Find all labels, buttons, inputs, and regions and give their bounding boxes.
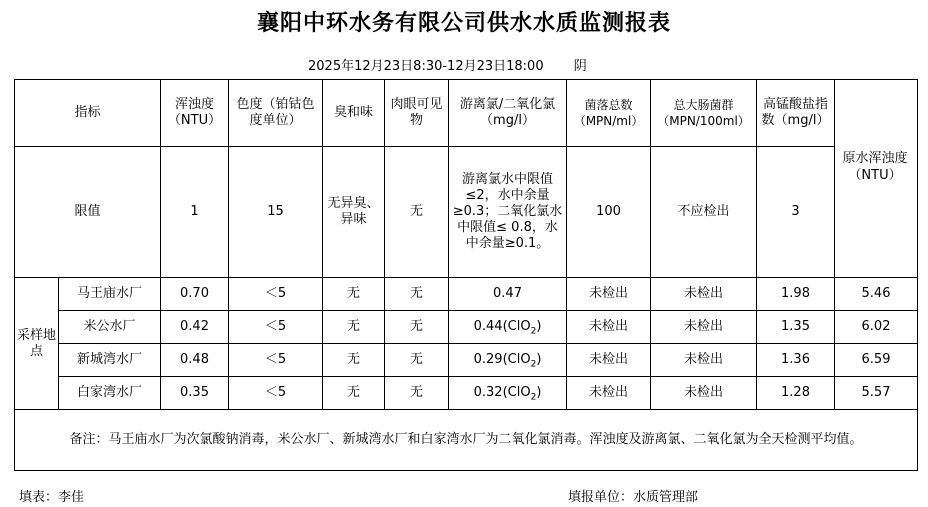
site-colony: 未检出	[567, 377, 651, 410]
limit-chlorine: 游离氯水中限值 ≤2，水中余量≥0.3；二氧化氯水中限值≤ 0.8，水中余量≥0.1。	[449, 147, 567, 278]
site-colony: 未检出	[567, 344, 651, 377]
site-coliform: 未检出	[651, 344, 757, 377]
weather: 阴	[573, 59, 587, 74]
report-time: 2025年12月23日8:30-12月23日18:00	[308, 59, 544, 74]
header-permanganate: 高锰酸盐指数（mg/l）	[757, 80, 835, 147]
site-turbidity: 0.70	[161, 278, 229, 311]
site-turbidity: 0.42	[161, 311, 229, 344]
site-coliform: 未检出	[651, 377, 757, 410]
chlorine-suffix: (ClO$_2$)	[502, 352, 542, 370]
site-chlorine	[449, 344, 567, 377]
chlorine-value: 0.29	[473, 352, 503, 367]
header-colony: 菌落总数（MPN/ml）	[567, 80, 651, 147]
site-permanganate: 1.98	[757, 278, 835, 311]
header-color: 色度（铂钴色度单位）	[229, 80, 323, 147]
site-chlorine	[449, 278, 567, 311]
limit-turbidity: 1	[161, 147, 229, 278]
header-odor: 臭和味	[323, 80, 385, 147]
site-visible: 无	[385, 344, 449, 377]
report-title: 襄阳中环水务有限公司供水水质监测报表	[256, 11, 671, 36]
site-visible: 无	[385, 311, 449, 344]
filler: 填表：李佳	[19, 490, 85, 505]
site-name: 白家湾水厂	[59, 377, 161, 410]
site-visible: 无	[385, 377, 449, 410]
header-coliform: 总大肠菌群（MPN/100ml）	[651, 80, 757, 147]
limit-color: 15	[229, 147, 323, 278]
table-row	[15, 377, 918, 410]
site-chlorine	[449, 377, 567, 410]
site-turbidity: 0.35	[161, 377, 229, 410]
note: 备注：马王庙水厂为次氯酸钠消毒，米公水厂、新城湾水厂和白家湾水厂为二氧化氯消毒。浑浊度及游离氯、二氧化氯为全天检测平均值。	[15, 410, 918, 471]
limit-visible: 无	[385, 147, 449, 278]
table-row	[15, 344, 918, 377]
table-row	[15, 311, 918, 344]
table-row	[15, 278, 918, 311]
site-coliform: 未检出	[651, 278, 757, 311]
site-colony: 未检出	[567, 278, 651, 311]
chlorine-value: 0.44	[473, 319, 503, 334]
limit-odor: 无异臭、异味	[323, 147, 385, 278]
site-coliform: 未检出	[651, 311, 757, 344]
chlorine-value: 0.32	[473, 385, 503, 400]
chlorine-suffix: (ClO$_2$)	[502, 385, 542, 403]
report-subtitle	[308, 55, 587, 74]
site-odor: 无	[323, 278, 385, 311]
site-color: ＜5	[229, 311, 323, 344]
site-turbidity: 0.48	[161, 344, 229, 377]
limit-colony: 100	[567, 147, 651, 278]
limit-label: 限值	[15, 147, 161, 278]
reporting-unit: 填报单位：水质管理部	[568, 490, 699, 505]
header-turbidity: 浑浊度（NTU）	[161, 80, 229, 147]
limit-row	[15, 147, 918, 278]
site-color: ＜5	[229, 344, 323, 377]
site-name: 马王庙水厂	[59, 278, 161, 311]
limit-coliform: 不应检出	[651, 147, 757, 278]
chlorine-value: 0.47	[493, 286, 522, 301]
site-odor: 无	[323, 377, 385, 410]
header-raw-turbidity-label: 原水浑浊度（NTU）	[842, 151, 908, 183]
header-visible: 肉眼可见物	[385, 80, 449, 147]
site-raw-turbidity: 6.02	[835, 311, 918, 344]
site-visible: 无	[385, 278, 449, 311]
site-raw-turbidity: 5.46	[835, 278, 918, 311]
note-row	[15, 410, 918, 471]
chlorine-suffix: (ClO$_2$)	[502, 319, 542, 337]
site-raw-turbidity: 6.59	[835, 344, 918, 377]
water-quality-table	[14, 79, 918, 471]
site-raw-turbidity: 5.57	[835, 377, 918, 410]
site-odor: 无	[323, 311, 385, 344]
site-permanganate: 1.28	[757, 377, 835, 410]
site-permanganate: 1.36	[757, 344, 835, 377]
site-name: 新城湾水厂	[59, 344, 161, 377]
site-color: ＜5	[229, 278, 323, 311]
site-colony: 未检出	[567, 311, 651, 344]
site-chlorine	[449, 311, 567, 344]
site-name: 米公水厂	[59, 311, 161, 344]
site-permanganate: 1.35	[757, 311, 835, 344]
header-row	[15, 80, 918, 147]
sampling-label: 采样地点	[15, 278, 59, 410]
site-color: ＜5	[229, 377, 323, 410]
site-odor: 无	[323, 344, 385, 377]
header-chlorine: 游离氯/二氧化氯（mg/l）	[449, 80, 567, 147]
limit-permanganate: 3	[757, 147, 835, 278]
header-indicator: 指标	[15, 80, 161, 147]
